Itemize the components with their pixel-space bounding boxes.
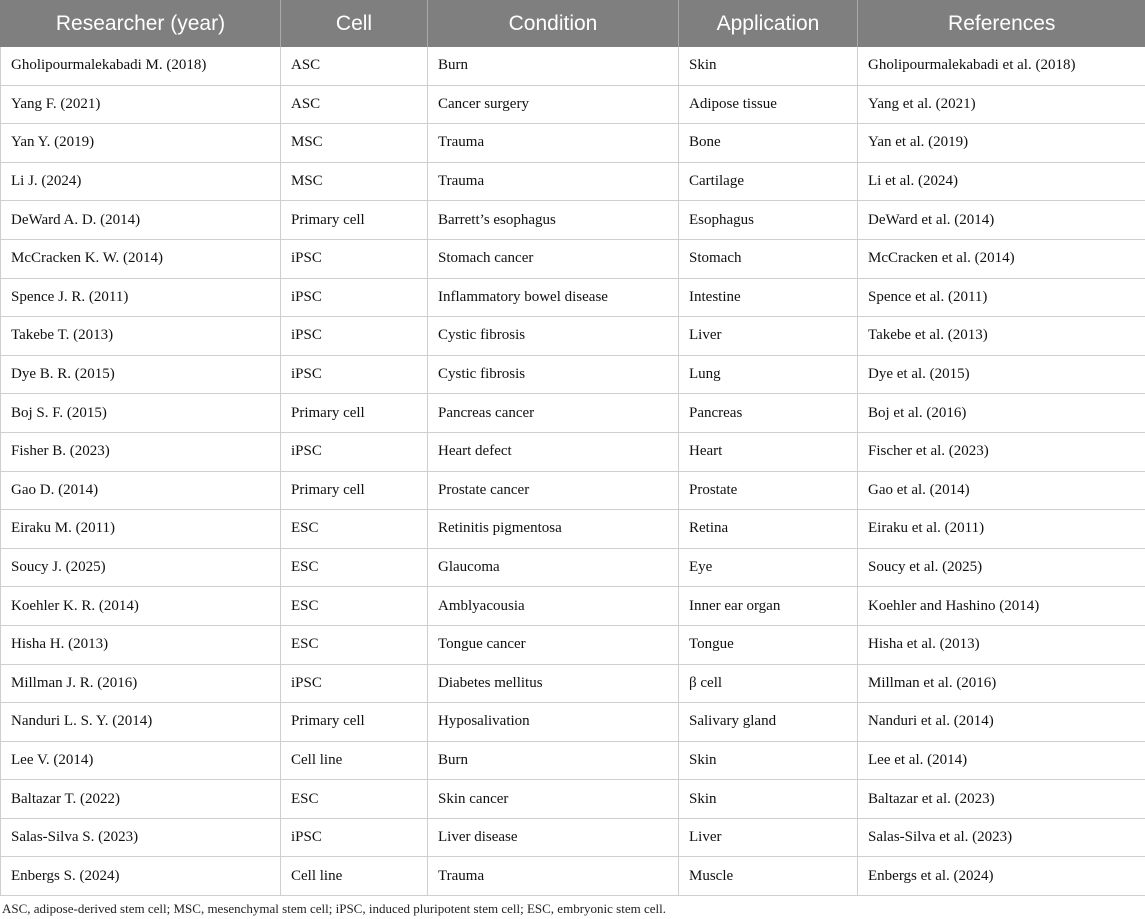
cell-application: Bone — [679, 124, 858, 163]
cell-researcher: Gholipourmalekabadi M. (2018) — [1, 47, 281, 85]
cell-application: β cell — [679, 664, 858, 703]
cell-application: Tongue — [679, 625, 858, 664]
cell-condition: Pancreas cancer — [428, 394, 679, 433]
cell-condition: Diabetes mellitus — [428, 664, 679, 703]
column-header-researcher: Researcher (year) — [1, 0, 281, 47]
cell-reference: Lee et al. (2014) — [858, 741, 1145, 780]
table-row — [1, 124, 1145, 163]
cell-researcher: Takebe T. (2013) — [1, 317, 281, 356]
cell-condition: Tongue cancer — [428, 625, 679, 664]
cell-reference: Takebe et al. (2013) — [858, 317, 1145, 356]
cell-application: Muscle — [679, 857, 858, 896]
cell-researcher: Dye B. R. (2015) — [1, 355, 281, 394]
cell-reference: Spence et al. (2011) — [858, 278, 1145, 317]
cell-condition: Prostate cancer — [428, 471, 679, 510]
cell-application: Skin — [679, 741, 858, 780]
table-row — [1, 625, 1145, 664]
table-row — [1, 510, 1145, 549]
column-header-condition: Condition — [428, 0, 679, 47]
cell-reference: Enbergs et al. (2024) — [858, 857, 1145, 896]
cell-reference: DeWard et al. (2014) — [858, 201, 1145, 240]
cell-cell-type: iPSC — [281, 278, 428, 317]
cell-researcher: Spence J. R. (2011) — [1, 278, 281, 317]
cell-cell-type: iPSC — [281, 317, 428, 356]
cell-application: Intestine — [679, 278, 858, 317]
cell-condition: Liver disease — [428, 818, 679, 857]
cell-researcher: Koehler K. R. (2014) — [1, 587, 281, 626]
cell-researcher: Li J. (2024) — [1, 162, 281, 201]
table-row — [1, 857, 1145, 896]
table-row — [1, 664, 1145, 703]
table-row — [1, 85, 1145, 124]
cell-reference: Dye et al. (2015) — [858, 355, 1145, 394]
cell-condition: Trauma — [428, 162, 679, 201]
cell-reference: Nanduri et al. (2014) — [858, 703, 1145, 742]
cell-condition: Cystic fibrosis — [428, 355, 679, 394]
table-footnote: ASC, adipose-derived stem cell; MSC, mesenchymal stem cell; iPSC, induced pluripotent stem cell; ESC, embryonic stem cell. — [2, 901, 666, 916]
cell-cell-type: iPSC — [281, 355, 428, 394]
table-row — [1, 741, 1145, 780]
cell-reference: McCracken et al. (2014) — [858, 239, 1145, 278]
cell-application: Inner ear organ — [679, 587, 858, 626]
cell-cell-type: MSC — [281, 162, 428, 201]
cell-cell-type: Cell line — [281, 857, 428, 896]
table-row — [1, 780, 1145, 819]
cell-application: Pancreas — [679, 394, 858, 433]
cell-researcher: Yan Y. (2019) — [1, 124, 281, 163]
cell-application: Retina — [679, 510, 858, 549]
cell-reference: Li et al. (2024) — [858, 162, 1145, 201]
table-row — [1, 432, 1145, 471]
cell-application: Prostate — [679, 471, 858, 510]
cell-reference: Hisha et al. (2013) — [858, 625, 1145, 664]
cell-application: Lung — [679, 355, 858, 394]
cell-condition: Glaucoma — [428, 548, 679, 587]
table-row — [1, 317, 1145, 356]
cell-reference: Soucy et al. (2025) — [858, 548, 1145, 587]
cell-reference: Boj et al. (2016) — [858, 394, 1145, 433]
cell-reference: Millman et al. (2016) — [858, 664, 1145, 703]
cell-researcher: Millman J. R. (2016) — [1, 664, 281, 703]
table-row — [1, 47, 1145, 85]
cell-condition: Inflammatory bowel disease — [428, 278, 679, 317]
cell-researcher: Lee V. (2014) — [1, 741, 281, 780]
cell-condition: Retinitis pigmentosa — [428, 510, 679, 549]
cell-researcher: Eiraku M. (2011) — [1, 510, 281, 549]
cell-researcher: Hisha H. (2013) — [1, 625, 281, 664]
table-body — [1, 47, 1145, 896]
table-row — [1, 703, 1145, 742]
cell-condition: Hyposalivation — [428, 703, 679, 742]
cell-researcher: McCracken K. W. (2014) — [1, 239, 281, 278]
cell-reference: Yan et al. (2019) — [858, 124, 1145, 163]
cell-condition: Amblyacousia — [428, 587, 679, 626]
cell-condition: Burn — [428, 741, 679, 780]
cell-cell-type: Primary cell — [281, 201, 428, 240]
cell-application: Stomach — [679, 239, 858, 278]
cell-cell-type: iPSC — [281, 432, 428, 471]
cell-researcher: Enbergs S. (2024) — [1, 857, 281, 896]
table-row — [1, 548, 1145, 587]
table-row — [1, 201, 1145, 240]
cell-condition: Barrett’s esophagus — [428, 201, 679, 240]
cell-application: Liver — [679, 317, 858, 356]
cell-application: Esophagus — [679, 201, 858, 240]
cell-reference: Salas-Silva et al. (2023) — [858, 818, 1145, 857]
cell-condition: Cancer surgery — [428, 85, 679, 124]
table-row — [1, 278, 1145, 317]
cell-reference: Yang et al. (2021) — [858, 85, 1145, 124]
cell-reference: Koehler and Hashino (2014) — [858, 587, 1145, 626]
cell-cell-type: iPSC — [281, 664, 428, 703]
cell-application: Adipose tissue — [679, 85, 858, 124]
cell-application: Cartilage — [679, 162, 858, 201]
cell-researcher: DeWard A. D. (2014) — [1, 201, 281, 240]
cell-reference: Gholipourmalekabadi et al. (2018) — [858, 47, 1145, 85]
cell-cell-type: ESC — [281, 625, 428, 664]
cell-researcher: Gao D. (2014) — [1, 471, 281, 510]
cell-condition: Burn — [428, 47, 679, 85]
column-header-application: Application — [679, 0, 858, 47]
column-header-cell: Cell — [281, 0, 428, 47]
cell-cell-type: Primary cell — [281, 471, 428, 510]
cell-cell-type: ASC — [281, 47, 428, 85]
cell-condition: Heart defect — [428, 432, 679, 471]
cell-cell-type: Primary cell — [281, 703, 428, 742]
cell-cell-type: ESC — [281, 510, 428, 549]
cell-reference: Gao et al. (2014) — [858, 471, 1145, 510]
cell-condition: Trauma — [428, 124, 679, 163]
column-header-references: References — [858, 0, 1145, 47]
cell-cell-type: iPSC — [281, 239, 428, 278]
cell-cell-type: ESC — [281, 587, 428, 626]
cell-condition: Trauma — [428, 857, 679, 896]
cell-cell-type: iPSC — [281, 818, 428, 857]
cell-cell-type: ESC — [281, 780, 428, 819]
cell-application: Eye — [679, 548, 858, 587]
cell-reference: Baltazar et al. (2023) — [858, 780, 1145, 819]
cell-condition: Cystic fibrosis — [428, 317, 679, 356]
cell-condition: Stomach cancer — [428, 239, 679, 278]
cell-application: Skin — [679, 780, 858, 819]
cell-cell-type: MSC — [281, 124, 428, 163]
cell-cell-type: ESC — [281, 548, 428, 587]
cell-researcher: Nanduri L. S. Y. (2014) — [1, 703, 281, 742]
cell-cell-type: ASC — [281, 85, 428, 124]
table-row — [1, 818, 1145, 857]
table-row — [1, 239, 1145, 278]
cell-researcher: Boj S. F. (2015) — [1, 394, 281, 433]
cell-application: Heart — [679, 432, 858, 471]
cell-reference: Eiraku et al. (2011) — [858, 510, 1145, 549]
cell-researcher: Soucy J. (2025) — [1, 548, 281, 587]
table-row — [1, 587, 1145, 626]
table-row — [1, 355, 1145, 394]
cell-cell-type: Primary cell — [281, 394, 428, 433]
cell-application: Salivary gland — [679, 703, 858, 742]
cell-researcher: Baltazar T. (2022) — [1, 780, 281, 819]
cell-application: Skin — [679, 47, 858, 85]
table-row — [1, 394, 1145, 433]
cell-application: Liver — [679, 818, 858, 857]
cell-researcher: Salas-Silva S. (2023) — [1, 818, 281, 857]
cell-reference: Fischer et al. (2023) — [858, 432, 1145, 471]
header-row — [1, 0, 1145, 47]
table-row — [1, 162, 1145, 201]
cell-researcher: Yang F. (2021) — [1, 85, 281, 124]
table-header — [1, 0, 1145, 47]
cell-researcher: Fisher B. (2023) — [1, 432, 281, 471]
table-row — [1, 471, 1145, 510]
cell-cell-type: Cell line — [281, 741, 428, 780]
cell-condition: Skin cancer — [428, 780, 679, 819]
